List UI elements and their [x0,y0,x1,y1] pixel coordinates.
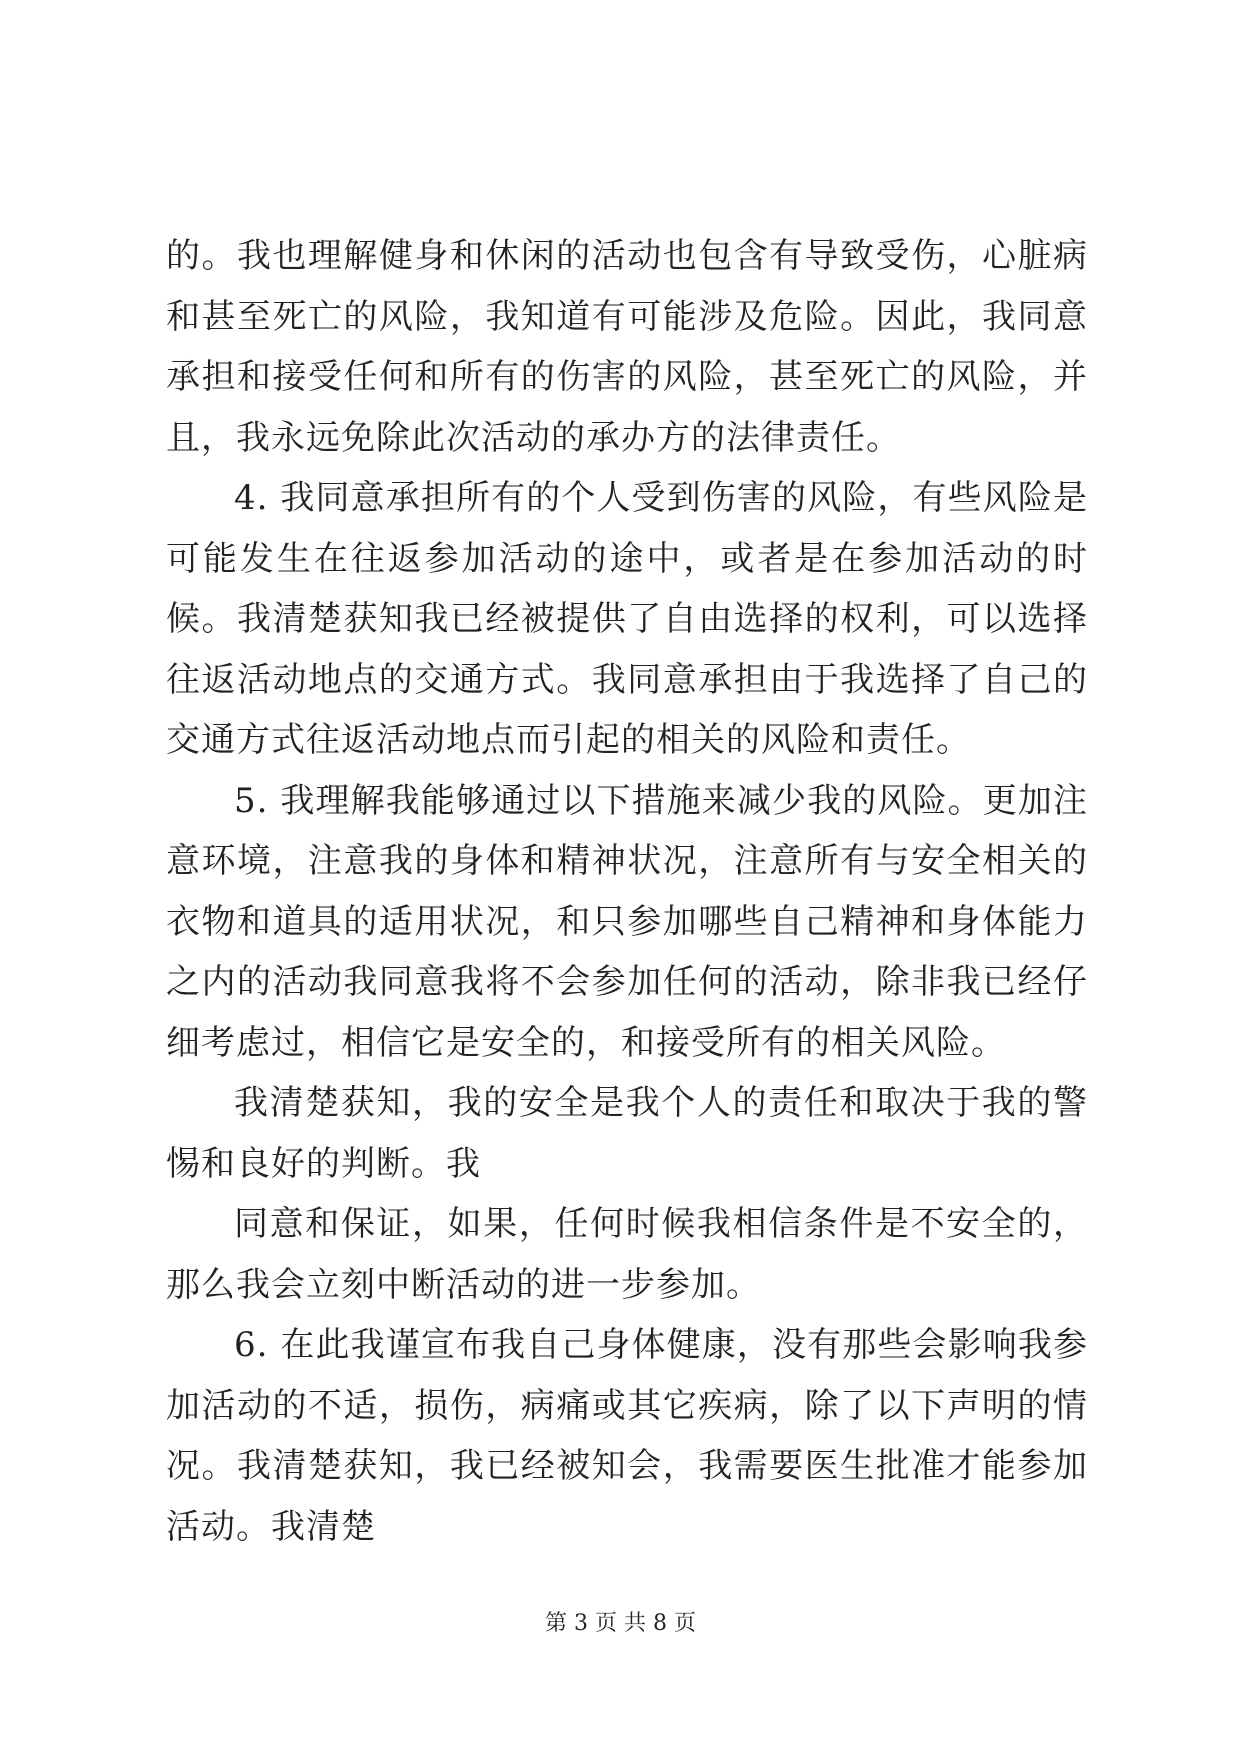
paragraph-continued: 的。我也理解健身和休闲的活动也包含有导致受伤，心脏病和甚至死亡的风险，我知道有可能涉及危险。因此，我同意承担和接受任何和所有的伤害的风险，甚至死亡的风险，并且，我永远免除此次活动的承办方的法律责任。 [166,236,1088,458]
paragraph-item-5: 5. 我理解我能够通过以下措施来减少我的风险。更加注意环境，注意我的身体和精神状况，注意所有与安全相关的衣物和道具的适用状况，和只参加哪些自己精神和身体能力之内的活动我同意我将不会参加任何的活动，除非我已经仔细考虑过，相信它是安全的，和接受所有的相关风险。 [166,780,1088,1063]
body-text [166,226,1088,1557]
paragraph-safety-responsibility: 我清楚获知，我的安全是我个人的责任和取决于我的警惕和良好的判断。我 [166,1083,1088,1184]
paragraph-item-4: 4. 我同意承担所有的个人受到伤害的风险，有些风险是可能发生在往返参加活动的途中，或者是在参加活动的时候。我清楚获知我已经被提供了自由选择的权利，可以选择往返活动地点的交通方式。我同意承担由于我选择了自己的交通方式往返活动地点而引起的相关的风险和责任。 [166,478,1088,760]
paragraph-agree-guarantee: 同意和保证，如果，任何时候我相信条件是不安全的，那么我会立刻中断活动的进一步参加。 [166,1204,1088,1305]
paragraph-item-6: 6. 在此我谨宣布我自己身体健康，没有那些会影响我参加活动的不适，损伤，病痛或其它疾病，除了以下声明的情况。我清楚获知，我已经被知会，我需要医生批准才能参加活动。我清楚 [166,1325,1088,1547]
page-number-footer: 第 3 页 共 8 页 [545,1611,696,1636]
